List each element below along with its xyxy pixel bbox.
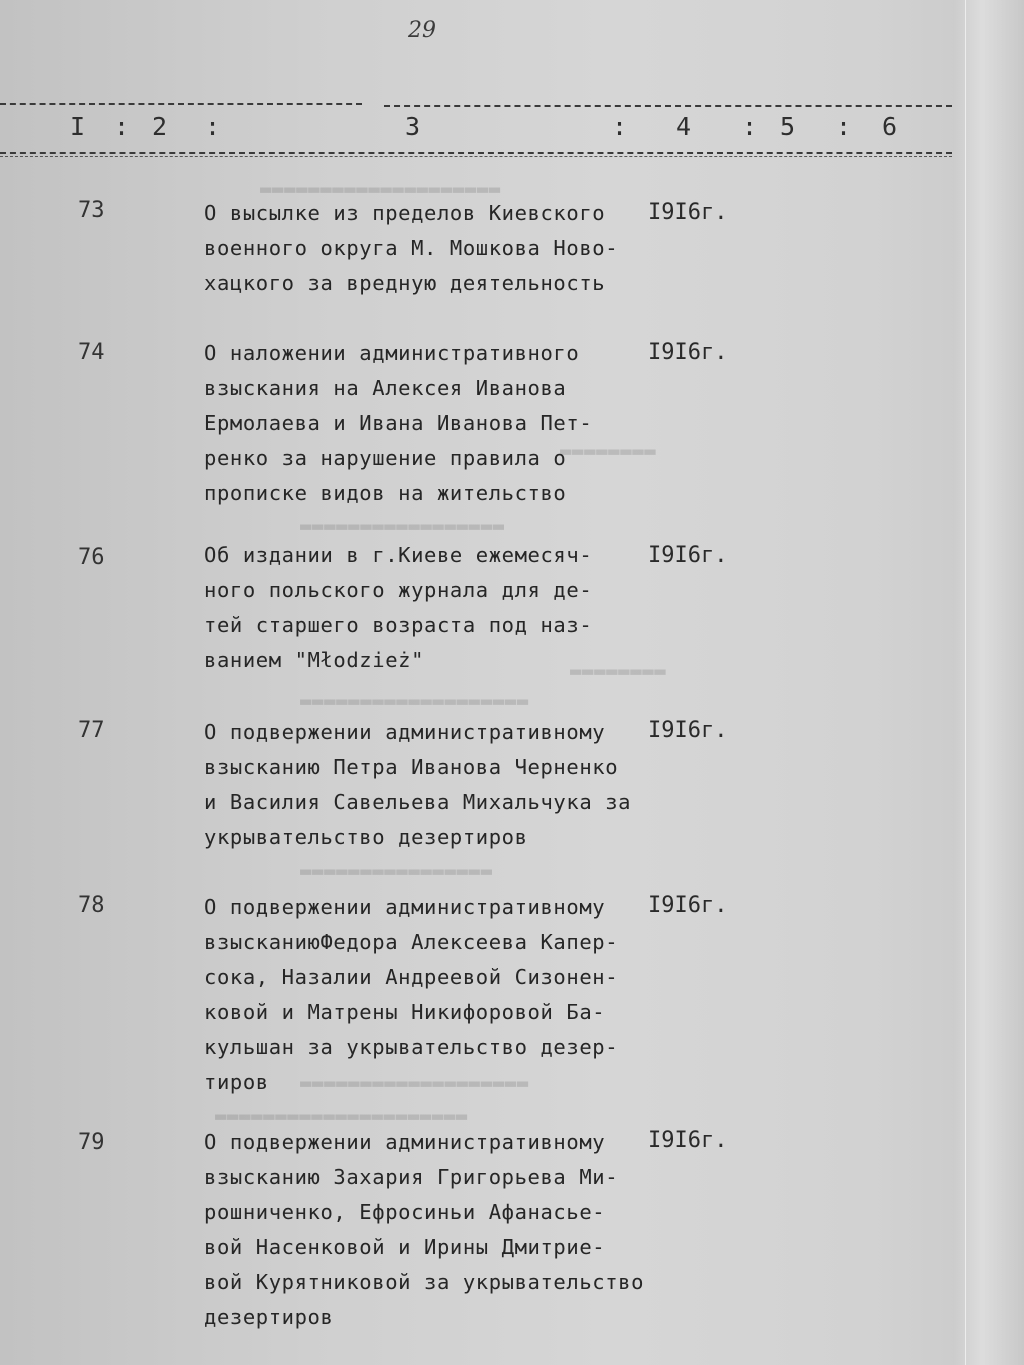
entry-description: О подвержении административному взысканию Петра Иванова Черненко и Василия Савельева Михальчука за укрывательство дезертиров [204,720,632,849]
entry-number: 77 [78,718,105,743]
entry-description: О подвержении административному взысканиюФедора Алексеева Капер- сока, Назалии Андреевой Сизонен- ковой и Матрены Никифоровой Ба- кульшан за укрывательство дезер- тиров [204,895,619,1094]
header-rule-top-right [384,105,952,107]
column-separator: : [114,112,130,141]
header-rule-bottom [0,152,952,154]
column-header-3: 3 [405,112,421,141]
paper-fold-line [965,0,966,1365]
entry-description: Об издании в г.Киеве ежемесяч- ного польского журнала для де- тей старшего возраста под наз- ванием "Młodzież" [204,543,593,672]
entry-description: О подвержении административному взысканию Захария Григорьева Ми- рошниченко, Ефросиньи Афанасье- вой Насенковой и Ирины Дмитрие- вой Курятниковой за укрывательство дезертиров [204,1130,645,1329]
entry-number: 78 [78,893,105,918]
entry-year: I9I6г. [648,340,728,365]
bleed-through-text: ▬▬▬▬▬▬▬▬▬▬▬▬▬▬▬▬▬▬▬ [300,1072,529,1094]
bleed-through-text: ▬▬▬▬▬▬▬▬▬▬▬▬▬▬▬▬▬▬▬▬▬ [215,1105,468,1127]
column-header-1: I [70,112,86,141]
page-number: 29 [408,18,436,43]
entry-description: О высылке из пределов Киевского военного округа М. Мошкова Ново- хацкого за вредную деятельность [204,201,619,295]
bleed-through-text: ▬▬▬▬▬▬▬▬ [560,440,657,462]
entry-year: I9I6г. [648,543,728,568]
column-separator: : [612,112,628,141]
column-header-5: 5 [780,112,796,141]
entry-year: I9I6г. [648,893,728,918]
bleed-through-text: ▬▬▬▬▬▬▬▬▬▬▬▬▬▬▬▬ [300,860,493,882]
bleed-through-text: ▬▬▬▬▬▬▬▬▬▬▬▬▬▬▬▬▬▬▬▬ [260,178,501,200]
entry-year: I9I6г. [648,1128,728,1153]
entry-number: 79 [78,1130,105,1155]
column-header-2: 2 [152,112,168,141]
entry-year: I9I6г. [648,718,728,743]
entry-year: I9I6г. [648,200,728,225]
header-rule-bottom-second [0,156,952,157]
bleed-through-text: ▬▬▬▬▬▬▬▬▬▬▬▬▬▬▬▬▬▬▬ [300,690,529,712]
bleed-through-text: ▬▬▬▬▬▬▬▬▬▬▬▬▬▬▬▬▬ [300,515,505,537]
entry-number: 74 [78,340,105,365]
entry-number: 76 [78,545,105,570]
column-header-4: 4 [676,112,692,141]
header-rule-top-left [0,103,362,105]
entry-description: О наложении административного взыскания на Алексея Иванова Ермолаева и Ивана Иванова Пет- ренко за нарушение правила о прописке видов на жительство [204,341,593,505]
column-header-6: 6 [882,112,898,141]
column-separator: : [205,112,221,141]
column-separator: : [836,112,852,141]
column-separator: : [742,112,758,141]
entry-number: 73 [78,198,105,223]
bleed-through-text: ▬▬▬▬▬▬▬▬ [570,660,667,682]
